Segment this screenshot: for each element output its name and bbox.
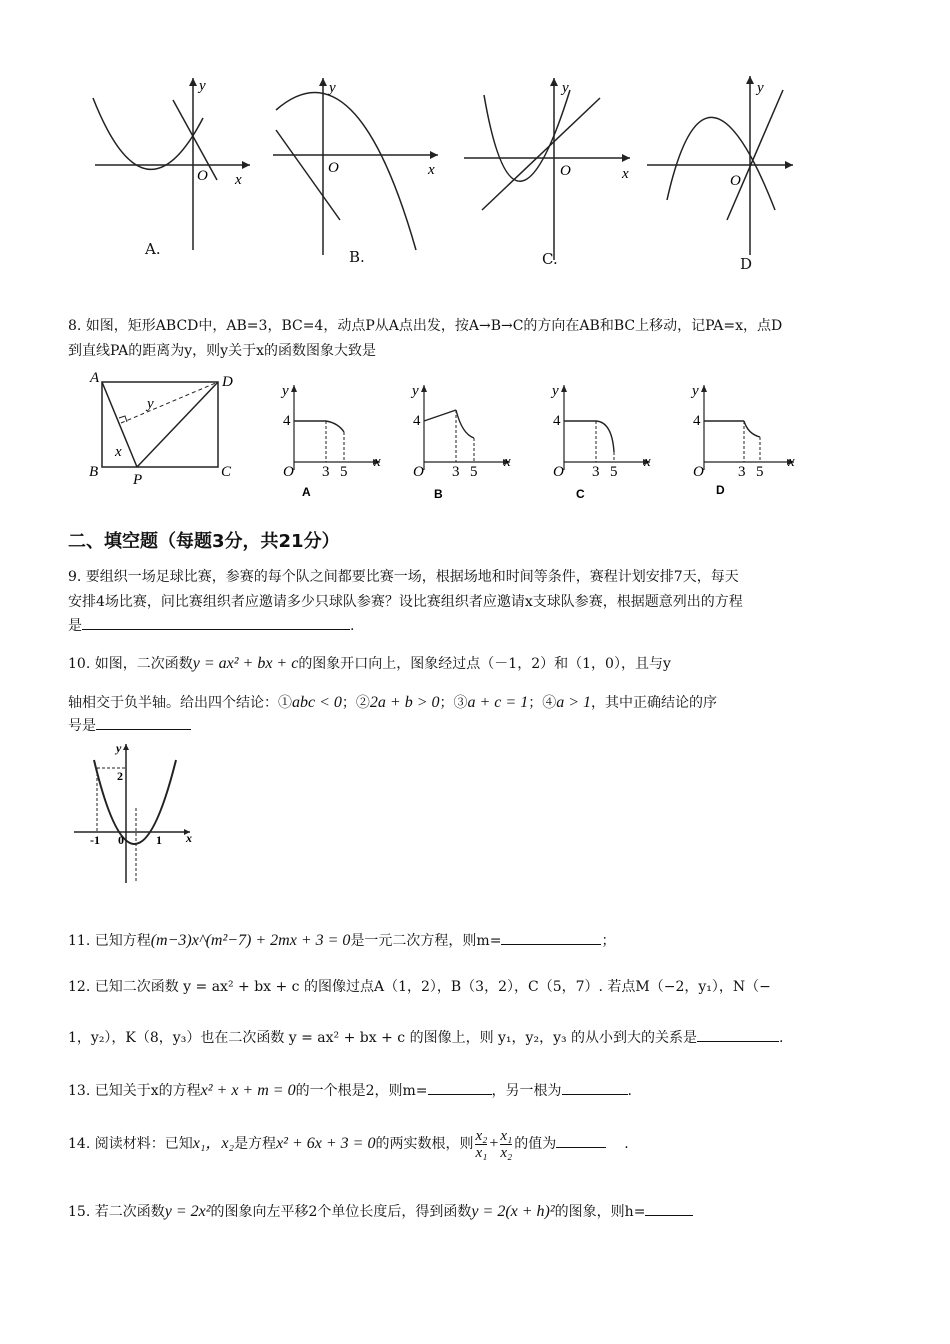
svg-text:y: y: [329, 80, 336, 96]
svg-text:D: D: [222, 374, 233, 390]
svg-text:0: 0: [118, 833, 124, 847]
q14-mid: 是方程: [234, 1136, 277, 1152]
svg-text:3: 3: [738, 464, 746, 480]
q14-suffix: 的值为: [514, 1136, 557, 1152]
q9-line1: 9. 要组织一场足球比赛，参赛的每个队之间都要比赛一场，根据场地和时间等条件，赛程计划安排7天，每天: [68, 569, 739, 585]
q12-line1: 12. 已知二次函数 y = ax² + bx + c 的图像过点A（1，2），B（3，2），C（5，7）. 若点M（−2，y₁），N（−: [68, 979, 771, 995]
q15-answer-blank[interactable]: [645, 1201, 693, 1216]
q14-answer-blank[interactable]: [556, 1133, 606, 1148]
svg-text:O: O: [328, 160, 339, 176]
q10-c1: abc < 0: [292, 694, 342, 711]
q13-mid2: ，另一根为: [491, 1083, 562, 1099]
svg-text:P: P: [133, 472, 143, 488]
svg-text:4: 4: [693, 413, 701, 429]
svg-text:4: 4: [283, 413, 291, 429]
q9-line2: 安排4场比赛，问比赛组织者应邀请多少只球队参赛？设比赛组织者应邀请x支球队参赛，根据题意列出的方程: [68, 594, 743, 610]
svg-text:x: x: [428, 162, 435, 178]
q14-plus: +: [489, 1135, 499, 1152]
q12-line2-text: 1，y₂），K（8，y₃）也在二次函数 y = ax² + bx + c 的图像上，则 y₁，y₂，y₃ 的从小到大的关系是: [68, 1030, 698, 1046]
svg-text:O: O: [730, 173, 741, 189]
svg-text:y: y: [692, 383, 699, 399]
svg-text:x: x: [644, 454, 651, 470]
q10-c4: a > 1: [556, 694, 591, 711]
svg-text:5: 5: [470, 464, 478, 480]
svg-text:O: O: [553, 464, 564, 480]
q10-line2-suffix: ，其中正确结论的序: [591, 695, 717, 711]
q15-prefix: 15. 若二次函数: [68, 1204, 165, 1220]
q10-sep3: ；③: [439, 695, 468, 711]
q10-formula: y = ax² + bx + c: [192, 655, 299, 672]
section-title: 二、填空题（每题3分，共21分）: [68, 531, 340, 552]
svg-text:O: O: [283, 464, 294, 480]
svg-text:y: y: [116, 741, 122, 755]
svg-text:4: 4: [553, 413, 561, 429]
svg-text:x: x: [235, 172, 242, 188]
q10-parabola-graph: [72, 738, 202, 888]
q11-line: [68, 928, 888, 954]
q8-graph-b: [410, 380, 520, 500]
q10-line3-prefix: 号是: [68, 718, 96, 734]
q11-mid: 是一元二次方程，则m=: [350, 933, 502, 949]
svg-text:y: y: [552, 383, 559, 399]
svg-text:x: x: [186, 831, 192, 845]
q14-end: .: [624, 1136, 629, 1152]
svg-text:5: 5: [340, 464, 348, 480]
q9-line3: [68, 614, 888, 639]
q15-line: [68, 1199, 888, 1225]
q10-line2: [68, 690, 888, 716]
q9-prefix: 是: [68, 618, 82, 634]
q7-graph-d: [645, 70, 805, 270]
q8-graph-d: [690, 380, 805, 500]
q15-mid: 的图象向左平移2个单位长度后，得到函数: [210, 1204, 472, 1220]
svg-text:4: 4: [413, 413, 421, 429]
q13-formula: x² + x + m = 0: [200, 1082, 296, 1099]
q7-graph-c: [462, 70, 637, 270]
q10-line3: [68, 714, 888, 739]
q9-suffix: .: [350, 618, 355, 634]
svg-text:B: B: [89, 464, 99, 480]
q8-rectangle-figure: [85, 368, 245, 488]
svg-text:y: y: [147, 396, 154, 412]
svg-text:-1: -1: [90, 833, 100, 847]
q10-c3: a + c = 1: [467, 694, 529, 711]
svg-text:C: C: [221, 464, 232, 480]
q14-fraction-2: $\frac{\text{x₁}}{\text{x₂}}$: [500, 1127, 513, 1161]
q10-c2: 2a + b > 0: [369, 694, 440, 711]
q10-sep4: ；④: [528, 695, 557, 711]
q14-fraction-1: $\frac{\text{x₂}}{\text{x₁}}$: [475, 1127, 488, 1161]
q15-formula2: y = 2(x + h)²: [471, 1203, 555, 1220]
svg-text:y: y: [412, 383, 419, 399]
q11-prefix: 11. 已知方程: [68, 933, 151, 949]
svg-text:2: 2: [117, 769, 123, 783]
q7-graph-b: [268, 70, 443, 270]
q13-prefix: 13. 已知关于x的方程: [68, 1083, 201, 1099]
svg-text:3: 3: [592, 464, 600, 480]
q7-option-d: D: [740, 255, 753, 273]
q14-prefix: 14. 阅读材料：已知: [68, 1136, 193, 1152]
q14-mid2: 的两实数根，则: [375, 1136, 474, 1152]
q7-option-c: C.: [542, 250, 558, 268]
q11-formula: (m−3)x^(m²−7) + 2mx + 3 = 0: [150, 932, 351, 949]
q13-line: [68, 1078, 888, 1104]
q8-line2: 到直线PA的距离为y，则y关于x的函数图象大致是: [68, 343, 376, 359]
svg-text:B: B: [434, 487, 443, 500]
svg-text:y: y: [757, 80, 764, 96]
svg-text:3: 3: [322, 464, 330, 480]
svg-text:5: 5: [610, 464, 618, 480]
q13-answer-blank-m[interactable]: [428, 1080, 492, 1095]
svg-text:y: y: [199, 78, 206, 94]
svg-text:5: 5: [756, 464, 764, 480]
q14-line: [68, 1124, 888, 1164]
q11-answer-blank[interactable]: [501, 930, 601, 945]
svg-text:O: O: [693, 464, 704, 480]
q10-line2-prefix: 轴相交于负半轴。给出四个结论：①: [68, 695, 292, 711]
q10-prefix: 10. 如图，二次函数: [68, 656, 193, 672]
q12-suffix: .: [779, 1030, 784, 1046]
q14-formula: x² + 6x + 3 = 0: [276, 1135, 376, 1152]
q15-suffix: 的图象，则h=: [554, 1204, 646, 1220]
q10-answer-blank[interactable]: [96, 715, 191, 730]
svg-text:y: y: [562, 80, 569, 96]
q11-suffix: ；: [601, 933, 616, 949]
svg-text:x: x: [115, 444, 122, 460]
svg-text:3: 3: [452, 464, 460, 480]
q10-line1: [68, 651, 888, 677]
q7-option-b: B.: [349, 248, 365, 266]
svg-text:A: A: [302, 485, 311, 499]
q15-formula1: y = 2x²: [164, 1203, 211, 1220]
svg-text:x: x: [788, 454, 795, 470]
svg-text:x: x: [504, 454, 511, 470]
q13-mid: 的一个根是2，则m=: [295, 1083, 428, 1099]
q14-vars: x₁，x₂: [192, 1135, 235, 1152]
q8-graph-c: [550, 380, 660, 500]
q13-suffix: .: [627, 1083, 632, 1099]
q12-answer-blank[interactable]: [697, 1027, 779, 1042]
q9-answer-blank[interactable]: [82, 615, 350, 630]
q12-line2: [68, 1026, 888, 1051]
svg-text:O: O: [560, 163, 571, 179]
q8-line1: 8. 如图，矩形ABCD中，AB=3，BC=4，动点P从A点出发，按A→B→C的方向在AB和BC上移动，记PA=x，点D: [68, 318, 783, 334]
q10-sep2: ；②: [341, 695, 370, 711]
svg-text:y: y: [282, 383, 289, 399]
svg-text:1: 1: [156, 833, 162, 847]
q8-graph-a: [280, 380, 390, 500]
svg-text:x: x: [374, 454, 381, 470]
svg-text:x: x: [622, 166, 629, 182]
svg-text:O: O: [197, 168, 208, 184]
svg-text:A: A: [90, 370, 100, 386]
q7-graph-a: [85, 70, 255, 270]
q7-option-a: A.: [145, 240, 161, 258]
svg-text:O: O: [413, 464, 424, 480]
q10-suffix: 的图象开口向上，图象经过点（－1，2）和（1，0），且与y: [298, 656, 671, 672]
svg-text:C: C: [576, 487, 585, 500]
q13-answer-blank-root[interactable]: [562, 1080, 628, 1095]
svg-text:D: D: [716, 483, 725, 497]
